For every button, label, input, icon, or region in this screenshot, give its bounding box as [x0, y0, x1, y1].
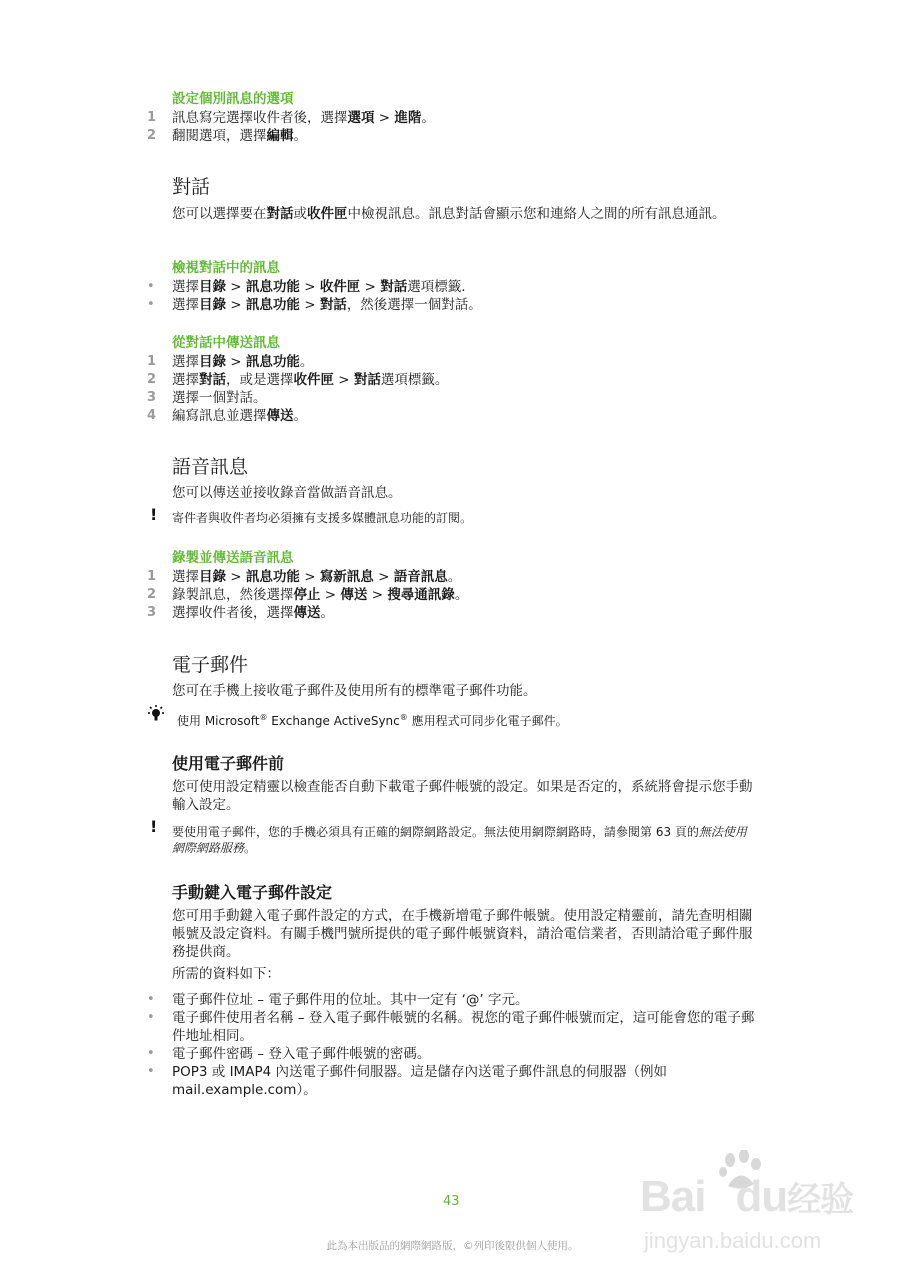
subheading-record-voice: 錄製並傳送語音訊息: [172, 550, 294, 566]
section-heading-message-options: 設定個別訊息的選項: [172, 91, 294, 107]
section-title-email: 電子郵件: [172, 654, 249, 676]
section-title-before-email: 使用電子郵件前: [172, 754, 285, 773]
step-text: 訊息寫完選擇收件者後，選擇選項 > 進階。: [172, 110, 435, 126]
step-number: 3: [147, 605, 157, 620]
step-number: 1: [147, 110, 157, 125]
section-title-conversations: 對話: [172, 176, 211, 198]
bullet-mark: •: [147, 992, 155, 1007]
subheading-view-conversation: 檢視對話中的訊息: [172, 260, 280, 276]
manual-settings-intro: 您可用手動鍵入電子郵件設定的方式，在手機新增電子郵件帳號。使用設定精靈前，請先查明相關帳號及設定資料。有關手機門號所提供的電子郵件帳號資料，請洽電信業者，否則請洽電子郵件服務提供商。: [172, 908, 753, 960]
before-email-intro: 您可使用設定精靈以檢查能否自動下載電子郵件帳號的設定。如果是否定的，系統將會提示您手動輸入設定。: [172, 779, 753, 813]
bullet-text: 選擇目錄 > 訊息功能 > 對話，然後選擇一個對話。: [172, 297, 482, 313]
bullet-text: 選擇目錄 > 訊息功能 > 收件匣 > 對話選項標籤.: [172, 279, 466, 295]
step-text: 選擇一個對話。: [172, 390, 267, 406]
bullet-text: POP3 或 IMAP4 內送電子郵件伺服器。這是儲存內送電子郵件訊息的伺服器（例如 mail.example.com）。: [172, 1064, 667, 1098]
step-text: 選擇目錄 > 訊息功能 > 寫新訊息 > 語音訊息。: [172, 569, 462, 585]
manual-settings-lead: 所需的資料如下：: [172, 966, 280, 982]
bullet-text: 電子郵件使用者名稱 – 登入電子郵件帳號的名稱。視您的電子郵件帳號而定，這可能會您的電子郵件地址相同。: [172, 1010, 755, 1044]
footer-notice: 此為本出版品的網際網路版，©列印後限供個人使用。: [326, 1240, 579, 1252]
step-number: 1: [147, 569, 157, 584]
watermark-url: jingyan.baidu.com: [644, 1228, 822, 1253]
section-title-manual-settings: 手動鍵入電子郵件設定: [172, 883, 333, 902]
step-number: 4: [147, 408, 157, 423]
step-number: 2: [147, 128, 157, 143]
voice-note: 寄件者與收件者均必須擁有支援多媒體訊息功能的訂閱。: [172, 511, 473, 525]
voice-intro: 您可以傳送並接收錄音當做語音訊息。: [172, 485, 402, 501]
step-text: 錄製訊息，然後選擇停止 > 傳送 > 搜尋通訊錄。: [172, 587, 469, 603]
conversations-intro: 您可以選擇要在對話或收件匣中檢視訊息。訊息對話會顯示您和連絡人之間的所有訊息通訊。: [172, 206, 726, 222]
step-text: 選擇收件者後，選擇傳送。: [172, 605, 334, 621]
page-number: 43: [443, 1194, 460, 1209]
warning-icon: !: [150, 817, 158, 836]
baidu-watermark: [640, 1150, 890, 1270]
tip-lightbulb-icon: [145, 704, 167, 724]
email-intro: 您可在手機上接收電子郵件及使用所有的標準電子郵件功能。: [172, 683, 537, 699]
bullet-mark: •: [147, 1064, 155, 1079]
section-title-voice-messages: 語音訊息: [172, 456, 249, 478]
step-number: 2: [147, 372, 157, 387]
before-email-note: 要使用電子郵件，您的手機必須具有正確的網際網路設定。無法使用網際網路時，請參閱第 63 頁的無法使用網際網路服務。: [172, 825, 747, 855]
step-text: 選擇目錄 > 訊息功能。: [172, 354, 314, 370]
bullet-mark: •: [147, 1010, 155, 1025]
bullet-text: 電子郵件密碼 – 登入電子郵件帳號的密碼。: [172, 1046, 431, 1062]
watermark-brand: Bai du经验: [640, 1172, 854, 1221]
link-internet-service[interactable]: 無法使用網際網路服務: [172, 825, 747, 855]
subheading-send-from-conversation: 從對話中傳送訊息: [172, 335, 280, 351]
bullet-text: 電子郵件位址 – 電子郵件用的位址。其中一定有 ‘@’ 字元。: [172, 992, 529, 1008]
bullet-mark: •: [147, 279, 155, 294]
bullet-mark: •: [147, 1046, 155, 1061]
step-text: 編寫訊息並選擇傳送。: [172, 408, 307, 424]
bullet-mark: •: [147, 297, 155, 312]
step-number: 1: [147, 354, 157, 369]
step-text: 選擇對話，或是選擇收件匣 > 對話選項標籤。: [172, 372, 449, 388]
step-number: 2: [147, 587, 157, 602]
warning-icon: !: [150, 505, 158, 524]
step-text: 翻閱選項，選擇編輯。: [172, 128, 307, 144]
email-tip: 使用 Microsoft® Exchange ActiveSync® 應用程式可同步化電子郵件。: [177, 713, 568, 728]
step-number: 3: [147, 390, 157, 405]
